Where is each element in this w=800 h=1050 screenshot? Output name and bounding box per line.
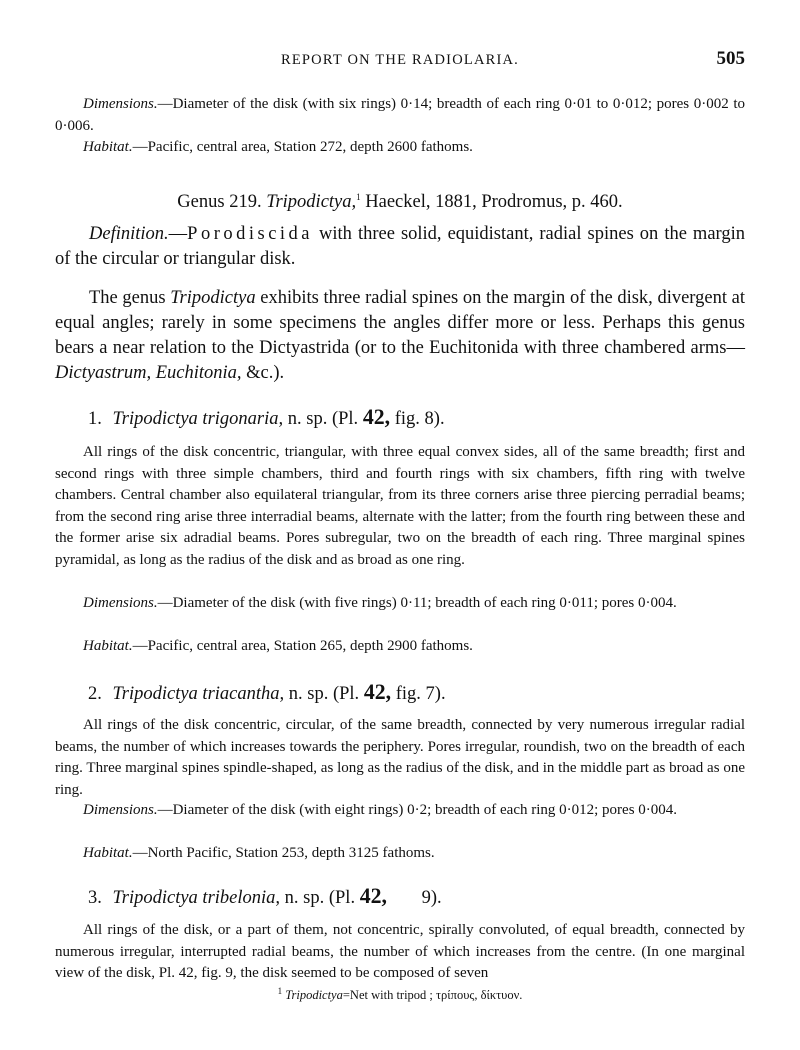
habitat-label: Habitat.: [83, 139, 133, 155]
footnote-number: 1: [277, 986, 283, 996]
paragraph-text: exhibits three radial spines on the margin of the disk, divergent at equal angles; rarely in some specimens the angles differ more or less. Perhaps this genus bears a near relation to the Dictyastrida (or to the Euchitonida with three chambered arms—: [55, 288, 745, 358]
genus-citation: Haeckel, 1881, Prodromus, p. 460.: [365, 192, 623, 213]
dimensions-label: Dimensions.: [83, 96, 158, 112]
species-dimensions: [55, 593, 745, 615]
species-name: Tripodictya triacantha,: [112, 684, 285, 704]
species-name: Tripodictya tribelonia,: [112, 888, 281, 908]
paragraph-text: &c.).: [241, 363, 285, 383]
species-description: All rings of the disk concentric, triangular, with three equal convex sides, all of the same breadth; first and second rings with three simple chambers, third and fourth rings with six chambers, fifth ring with twelve chambers. Central chamber also equilateral triangular, from its three corners arise three piercing perradial beams; from the second ring arise three interradial beams, alternate with the latter; from the fourth ring between these and the former arise six adradial beams. Pores subregular, two on the breadth of each ring. Three marginal spines pyramidal, as long as the radius of the disk and as broad as one ring.: [55, 444, 745, 568]
definition-text: with three solid, equidistant, radial spines on the margin of the circular or triangular disk.: [55, 224, 746, 269]
species-name: Tripodictya trigonaria,: [112, 409, 284, 429]
definition-dash: —: [168, 224, 188, 244]
figure-ref: fig. 8).: [394, 409, 445, 429]
genus-prefix: Genus 219.: [177, 192, 262, 213]
habitat-text: —North Pacific, Station 253, depth 3125 fathoms.: [132, 845, 435, 861]
definition: [55, 222, 745, 272]
dimensions-label: Dimensions.: [83, 802, 158, 818]
running-title: REPORT ON THE RADIOLARIA.: [280, 52, 520, 68]
plate-number: 42,: [362, 405, 391, 429]
species-number: 2.: [88, 684, 102, 704]
prev-habitat: [55, 137, 745, 159]
plate-open: (Pl.: [328, 888, 356, 908]
genus-name: Tripodictya,: [266, 192, 357, 213]
habitat-text: —Pacific, central area, Station 272, depth 2600 fathoms.: [132, 139, 473, 155]
footnote-term: Tripodictya: [285, 988, 343, 1003]
plate-open: (Pl.: [332, 684, 360, 704]
species-description: All rings of the disk concentric, circular, of the same breadth, connected by very numerous irregular radial beams, the number of which increases towards the periphery. Pores irregular, roundish, two on the breadth of each ring. Three marginal spines spindle-shaped, as long as the radius of the disk, and in the middle part as broad as one ring.: [55, 717, 745, 798]
species-heading: [88, 405, 445, 430]
running-head: [55, 48, 745, 74]
genus-name-inline: Tripodictya: [170, 288, 256, 308]
example-genera: Dictyastrum, Euchitonia,: [55, 363, 242, 383]
dimensions-text: —Diameter of the disk (with eight rings) 0·2; breadth of each ring 0·012; pores 0·004.: [157, 802, 678, 818]
genus-heading: [55, 185, 745, 214]
species-status: n. sp.: [284, 888, 325, 908]
family-name: Porodiscida: [187, 224, 314, 244]
species-number: 3.: [88, 888, 102, 908]
genus-paragraph: [55, 286, 745, 386]
dimensions-label: Dimensions.: [83, 595, 158, 611]
figure-ref: fig. 7).: [395, 684, 446, 704]
habitat-text: —Pacific, central area, Station 265, depth 2900 fathoms.: [132, 638, 473, 654]
habitat-label: Habitat.: [83, 638, 133, 654]
species-number: 1.: [88, 409, 102, 429]
species-habitat: [55, 843, 745, 865]
species-habitat: [55, 636, 745, 658]
plate-number: 42,: [359, 884, 387, 908]
page-number: 505: [716, 48, 745, 69]
species-status: n. sp.: [288, 684, 329, 704]
dimensions-text: —Diameter of the disk (with six rings) 0·14; breadth of each ring 0·01 to 0·012; pores 0·002 to 0·006.: [55, 96, 745, 134]
species-description: All rings of the disk, or a part of them, not concentric, spirally convoluted, of equal breadth, connected by numerous irregular, interrupted radial beams, the number of which increases from the centre. (In one marginal view of the disk, Pl. 42, fig. 9, the disk seemed to be composed of seven: [55, 922, 745, 981]
figure-ref: 9).: [421, 888, 442, 908]
definition-label: Definition.: [89, 224, 169, 244]
habitat-label: Habitat.: [83, 845, 133, 861]
footnote-marker: 1: [356, 192, 361, 202]
footnote: [55, 986, 745, 1003]
species-dimensions: [55, 800, 745, 822]
species-heading: [88, 680, 446, 705]
plate-number: 42,: [363, 680, 392, 704]
paragraph-text: The genus: [89, 288, 171, 308]
plate-open: (Pl.: [331, 409, 359, 429]
species-heading: [88, 884, 442, 909]
species-status: n. sp.: [287, 409, 328, 429]
footnote-text: =Net with tripod ; τρίπους, δίκτυον.: [342, 988, 523, 1003]
dimensions-text: —Diameter of the disk (with five rings) 0·11; breadth of each ring 0·011; pores 0·004.: [157, 595, 677, 611]
prev-dimensions: [55, 94, 745, 137]
